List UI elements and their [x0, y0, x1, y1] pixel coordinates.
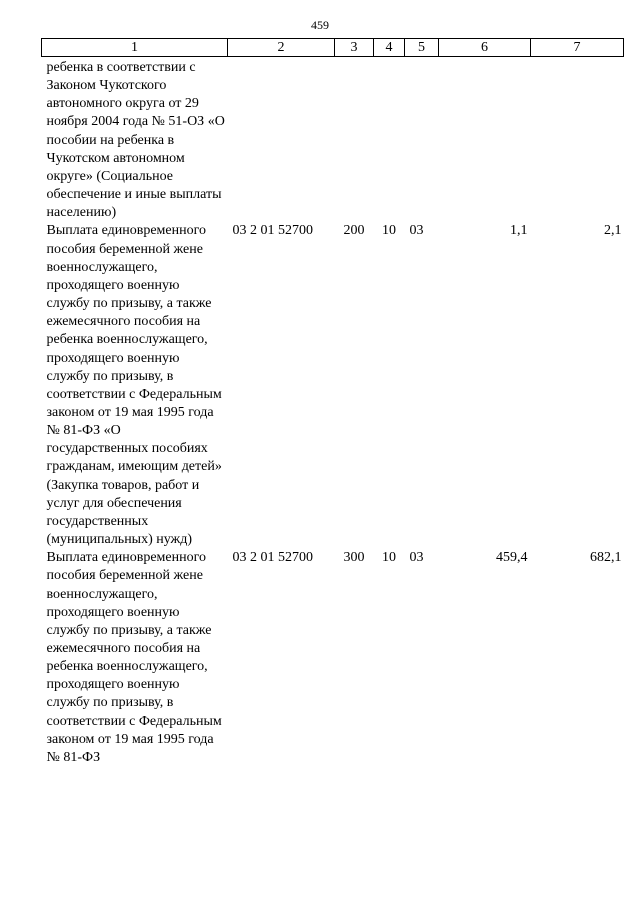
- row-name: Выплата единовременного пособия беременной жене военнослужащего, проходящего военную службу по призыву, а также ежемесячного пособия на ребенка военнослужащего, проходящего военную службу по призыву, в соответствии с Федеральным законом от 19 мая 1995 года № 81-ФЗ: [46, 550, 222, 765]
- table-header: [42, 39, 624, 57]
- row-section: 10: [382, 550, 396, 566]
- header-col-5: 5: [405, 39, 439, 57]
- row-amount-1: 1,1: [510, 223, 528, 239]
- table-body: [42, 57, 624, 768]
- table-row: [42, 549, 624, 767]
- header-col-3: 3: [335, 39, 374, 57]
- header-col-2: 2: [228, 39, 335, 57]
- table-row: [42, 57, 624, 223]
- header-row: [42, 39, 624, 57]
- row-section: [374, 57, 405, 223]
- row-target-code: [228, 57, 335, 223]
- header-col-7: 7: [531, 39, 624, 57]
- header-col-1: 1: [42, 39, 228, 57]
- row-amount-2: 682,1: [590, 550, 622, 566]
- row-amount-2: [531, 57, 624, 223]
- row-name: ребенка в соответствии с Законом Чукотского автономного округа от 29 ноября 2004 года № 51-ОЗ «О пособии на ребенка в Чукотском автономном округе» (Социальное обеспечение и иные выплаты населению): [46, 60, 225, 221]
- budget-table: [41, 38, 624, 767]
- row-section: 10: [382, 223, 396, 239]
- row-target-code: 03 2 01 52700: [232, 550, 313, 566]
- page-number: 459: [311, 18, 329, 32]
- row-amount-1: 459,4: [496, 550, 528, 566]
- row-amount-1: [439, 57, 531, 223]
- row-subsection: [405, 57, 439, 223]
- row-name: Выплата единовременного пособия беременной жене военнослужащего, проходящего военную службу по призыву, а также ежемесячного пособия на ребенка военнослужащего, проходящего военную службу по призыву, в соответствии с Федеральным законом от 19 мая 1995 года № 81-ФЗ «О государственных пособиях гражданам, имеющим детей» (Закупка товаров, работ и услуг для обеспечения государственных (муниципальных) нужд): [46, 223, 222, 548]
- row-subsection: 03: [409, 223, 424, 239]
- row-expense-type: [335, 57, 374, 223]
- row-expense-type: 300: [343, 550, 365, 566]
- row-subsection: 03: [409, 550, 424, 566]
- row-target-code: 03 2 01 52700: [232, 223, 313, 239]
- header-col-6: 6: [439, 39, 531, 57]
- table-row: [42, 222, 624, 549]
- row-amount-2: 2,1: [604, 223, 622, 239]
- header-col-4: 4: [374, 39, 405, 57]
- row-expense-type: 200: [343, 223, 365, 239]
